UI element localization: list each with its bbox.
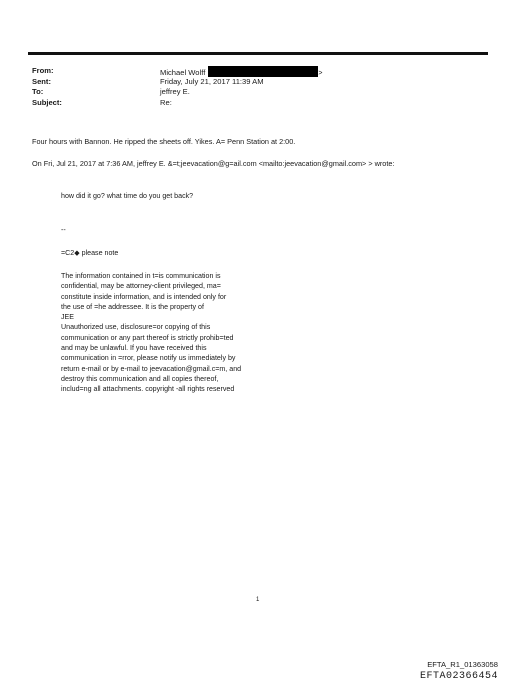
footer-ref-2: EFTA02366454 [419,671,498,682]
disclaimer-block [61,271,241,395]
sent-row [32,77,322,88]
reply-intro: On Fri, Jul 21, 2017 at 7:36 AM, jeffrey E. &=t;jeevacation@g=ail.com <mailto:jeevacation@gmail.com> > wrote: [32,159,395,168]
page-number: 1 [256,597,260,603]
disclaimer-line: The information contained in t=is communication is [61,272,221,280]
to-label: To: [32,87,44,96]
disclaimer-line: constitute inside information, and is intended only for [61,292,227,301]
subject-value: Re: [160,97,172,107]
signature-separator: -- [61,226,66,234]
to-value: jeffrey E. [160,87,190,96]
disclaimer-line: destroy this communication and all copies thereof, [61,374,219,383]
disclaimer-line: and may be unlawful. If you have received this [61,344,207,353]
subject-row [32,98,322,109]
quoted-question: how did it go? what time do you get back? [61,192,194,200]
please-note: =C2◆ please note [61,249,119,257]
sent-label: Sent: [32,76,51,86]
disclaimer-line: includ=ng all attachments. copyright -all rights reserved [61,385,235,394]
to-row [32,87,322,98]
sent-value: Friday, July 21, 2017 11:39 AM [160,76,264,86]
footer-ref-1: EFTA_R1_01363058 [427,660,498,669]
disclaimer-line: Unauthorized use, disclosure=or copying of this [61,323,211,332]
disclaimer-line: the use of =he addressee. It is the property of [61,302,204,311]
redaction-box [208,66,318,77]
from-value: Michael Wolff > [160,68,323,77]
email-header [32,66,322,108]
top-rule [28,52,488,55]
disclaimer-line: JEE [61,313,75,322]
message-text: Four hours with Bannon. He ripped the sheets off. Yikes. A= Penn Station at 2:00. [32,137,296,146]
disclaimer-line: communication in =rror, please notify us immediately by [61,354,236,363]
disclaimer-line: communication or any part thereof is strictly prohib=ted [61,333,234,342]
from-row [32,66,322,77]
subject-label: Subject: [32,97,62,107]
from-label: From: [32,66,54,75]
disclaimer-line: return e-mail or by e-mail to jeevacation@gmail.c=m, and [61,364,242,373]
disclaimer-line: confidential, may be attorney-client privileged, ma= [61,282,221,291]
